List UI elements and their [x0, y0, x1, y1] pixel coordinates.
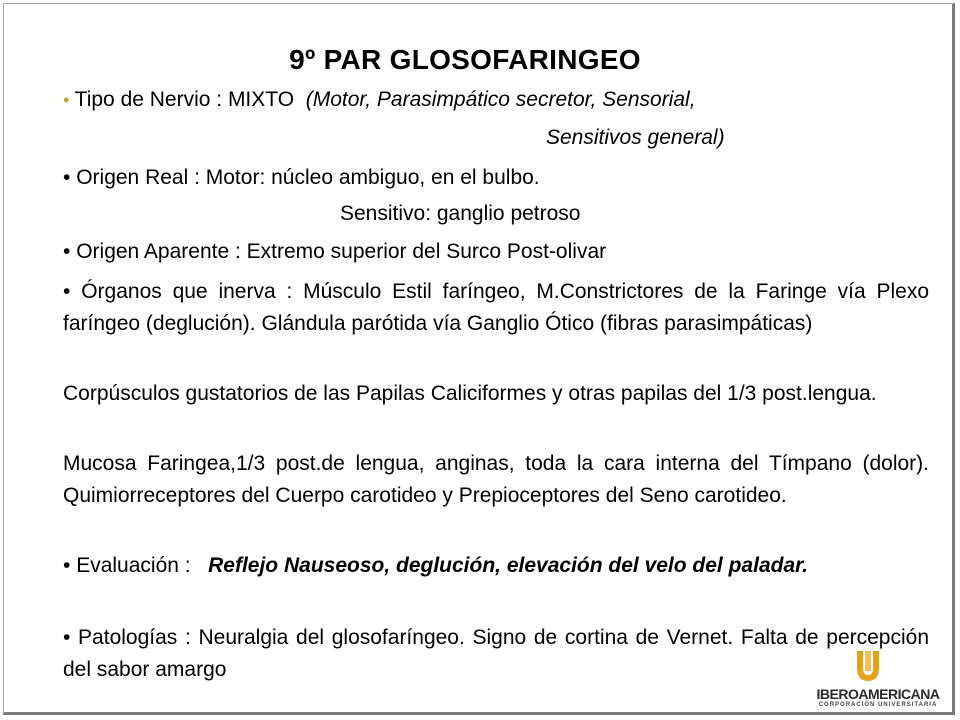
bullet-icon: ● — [63, 94, 70, 106]
iberoamericana-logo — [800, 650, 952, 710]
organos-item — [63, 276, 929, 340]
bullet-icon: • — [63, 626, 71, 649]
mucosa-paragraph: Mucosa Faringea,1/3 post.de lengua, anginas, toda la cara interna del Tímpano (dolor). Quimiorreceptores del Cuerpo carotideo y Prepioceptores del Seno carotideo. — [63, 452, 929, 507]
origen-aparente-text: Origen Aparente : Extremo superior del Surco Post-olivar — [76, 240, 607, 263]
tipo-nervio-item — [63, 84, 929, 116]
origen-real-sensitivo: Sensitivo: ganglio petroso — [340, 202, 581, 225]
patologias-text: Patologías : Neuralgia del glosofaríngeo. Signo de cortina de Vernet. Falta de percepción del sabor amargo — [63, 626, 930, 681]
logo-mark-icon — [856, 650, 880, 682]
origen-aparente-item — [63, 236, 929, 268]
tipo-nervio-detail-cont: Sensitivos general) — [546, 126, 725, 149]
tipo-nervio-detail: (Motor, Parasimpático secretor, Sensorial, — [305, 88, 696, 111]
bullet-icon: • — [63, 280, 71, 303]
origen-real-line: Origen Real : Motor: núcleo ambiguo, en el bulbo. — [76, 166, 540, 189]
slide-title: 9º PAR GLOSOFARINGEO — [289, 44, 641, 75]
evaluacion-label: Evaluación : — [76, 554, 191, 577]
bullet-icon: • — [63, 166, 71, 189]
evaluacion-item — [63, 550, 929, 582]
bullet-icon: • — [63, 240, 71, 263]
logo-subtitle: CORPORACIÓN UNIVERSITARIA — [818, 702, 938, 708]
bullet-icon: • — [63, 554, 71, 577]
corpusculos-paragraph: Corpúsculos gustatorios de las Papilas Caliciformes y otras papilas del 1/3 post.lengua. — [63, 382, 877, 405]
organos-text: Órganos que inerva : Músculo Estil faríngeo, M.Constrictores de la Faringe vía Plexo faríngeo (deglución). Glándula parótida vía Ganglio Ótico (fibras parasimpáticas) — [63, 280, 930, 335]
origen-real-item — [63, 162, 929, 194]
logo-name: IBEROAMERICANA — [816, 686, 940, 702]
tipo-nervio-label: Tipo de Nervio : MIXTO — [74, 88, 295, 111]
evaluacion-detail: Reflejo Nauseoso, deglución, elevación del velo del paladar. — [208, 554, 808, 577]
